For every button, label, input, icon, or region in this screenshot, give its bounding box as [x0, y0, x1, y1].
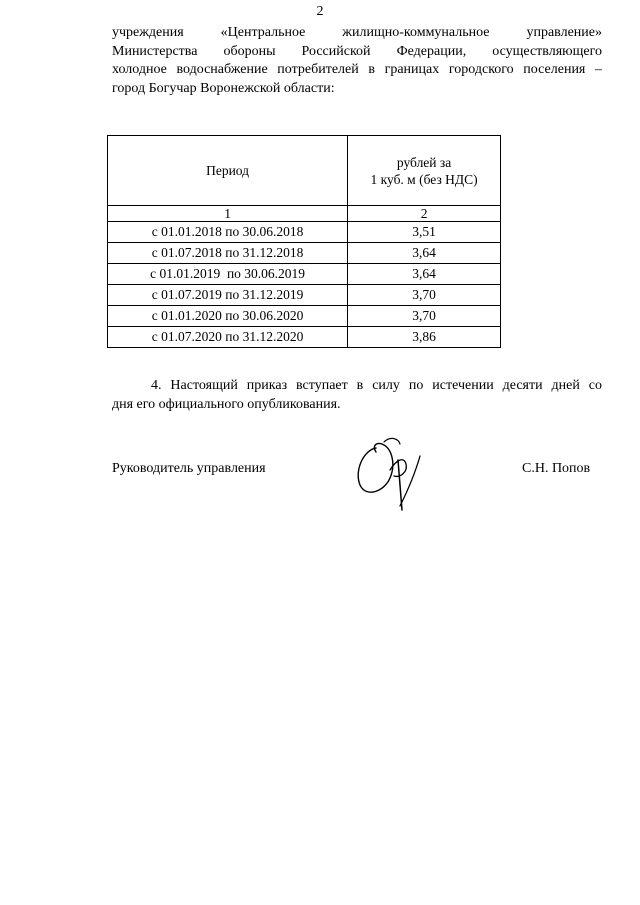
- table-row: [108, 243, 501, 264]
- row-period: с 01.07.2018 по 31.12.2018: [108, 243, 348, 264]
- page-number: 2: [316, 4, 324, 19]
- row-period: с 01.01.2020 по 30.06.2020: [108, 306, 348, 327]
- signatory-name: С.Н. Попов: [522, 461, 591, 476]
- effective-date-paragraph: [112, 376, 602, 414]
- row-price: 3,70: [348, 306, 501, 327]
- header-price: [348, 136, 501, 206]
- row-period: с 01.07.2020 по 31.12.2020: [108, 327, 348, 348]
- column-number: 2: [348, 206, 501, 222]
- row-price: 3,64: [348, 243, 501, 264]
- intro-line: учреждения «Центральное жилищно-коммунальное управление»: [112, 25, 602, 40]
- header-price-line1: рублей за: [396, 154, 452, 170]
- signatory-position: Руководитель управления: [112, 461, 266, 476]
- paragraph-line: дня его официального опубликования.: [112, 397, 341, 412]
- paragraph-line: 4. Настоящий приказ вступает в силу по истечении десяти дней со: [151, 378, 602, 393]
- intro-line: холодное водоснабжение потребителей в границах городского поселения –: [112, 62, 602, 77]
- header-period: Период: [108, 136, 348, 206]
- table-row: [108, 327, 501, 348]
- row-price: 3,51: [348, 222, 501, 243]
- table-row: [108, 285, 501, 306]
- header-price-line2: 1 куб. м (без НДС): [370, 171, 478, 187]
- table-row: [108, 264, 501, 285]
- handwritten-signature: [346, 430, 446, 515]
- table-row: [108, 306, 501, 327]
- column-number-row: [108, 206, 501, 222]
- intro-line: Министерства обороны Российской Федерации, осуществляющего: [112, 43, 602, 59]
- row-price: 3,86: [348, 327, 501, 348]
- table-header-row: [108, 136, 501, 206]
- column-number: 1: [108, 206, 348, 222]
- table-row: [108, 222, 501, 243]
- row-period: с 01.01.2018 по 30.06.2018: [108, 222, 348, 243]
- row-price: 3,70: [348, 285, 501, 306]
- row-price: 3,64: [348, 264, 501, 285]
- row-period: с 01.01.2019 по 30.06.2019: [108, 264, 348, 285]
- row-period: с 01.07.2019 по 31.12.2019: [108, 285, 348, 306]
- tariff-table: [107, 135, 501, 348]
- intro-line: город Богучар Воронежской области:: [112, 80, 335, 96]
- intro-paragraph: [112, 24, 602, 98]
